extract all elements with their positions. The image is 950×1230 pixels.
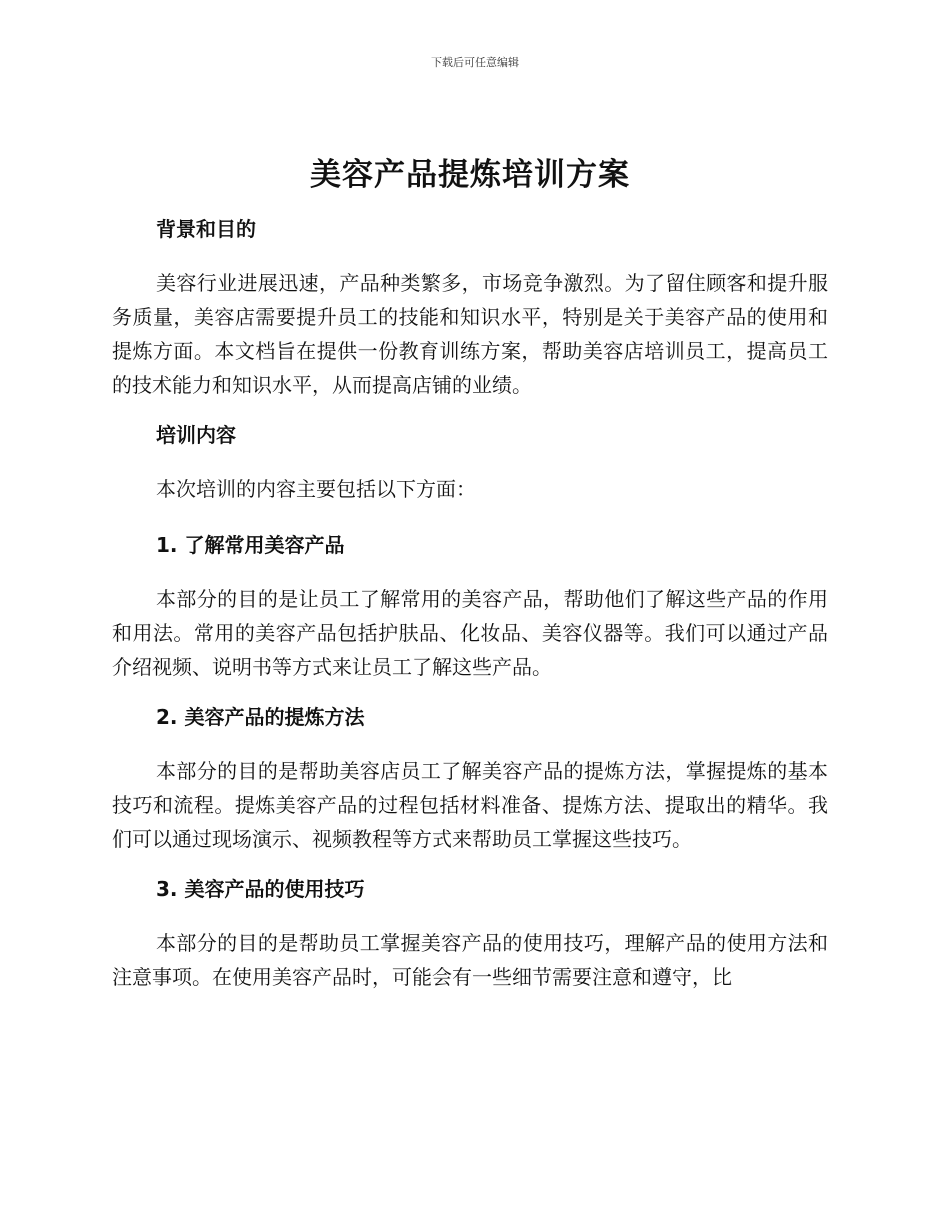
paragraph-usage-tips: 本部分的目的是帮助员工掌握美容产品的使用技巧，理解产品的使用方法和注意事项。在使用美容产品时，可能会有一些细节需要注意和遵守，比 <box>112 931 828 989</box>
paragraph-background: 美容行业进展迅速，产品种类繁多，市场竞争激烈。为了留住顾客和提升服务质量，美容店需要提升员工的技能和知识水平，特别是关于美容产品的使用和提炼方面。本文档旨在提供一份教育训练方案，帮助美容店培训员工，提高员工的技术能力和知识水平，从而提高店铺的业绩。 <box>112 271 828 397</box>
section-heading-training-content: 培训内容 <box>156 423 236 447</box>
document-body <box>112 150 828 1012</box>
section-heading-background: 背景和目的 <box>156 217 256 241</box>
section-heading-usage-tips: 3. 美容产品的使用技巧 <box>156 877 365 901</box>
document-title: 美容产品提炼培训方案 <box>310 157 630 193</box>
paragraph-refining-methods: 本部分的目的是帮助美容店员工了解美容产品的提炼方法，掌握提炼的基本技巧和流程。提炼美容产品的过程包括材料准备、提炼方法、提取出的精华。我们可以通过现场演示、视频教程等方式来帮助员工掌握这些技巧。 <box>112 759 828 851</box>
section-heading-refining-methods: 2. 美容产品的提炼方法 <box>156 705 365 729</box>
paragraph-training-content: 本次培训的内容主要包括以下方面： <box>156 477 476 501</box>
paragraph-common-products: 本部分的目的是让员工了解常用的美容产品，帮助他们了解这些产品的作用和用法。常用的美容产品包括护肤品、化妆品、美容仪器等。我们可以通过产品介绍视频、说明书等方式来让员工了解这些产品。 <box>112 587 828 679</box>
section-heading-common-products: 1. 了解常用美容产品 <box>156 533 345 557</box>
running-header: 下载后可任意编辑 <box>431 56 519 69</box>
